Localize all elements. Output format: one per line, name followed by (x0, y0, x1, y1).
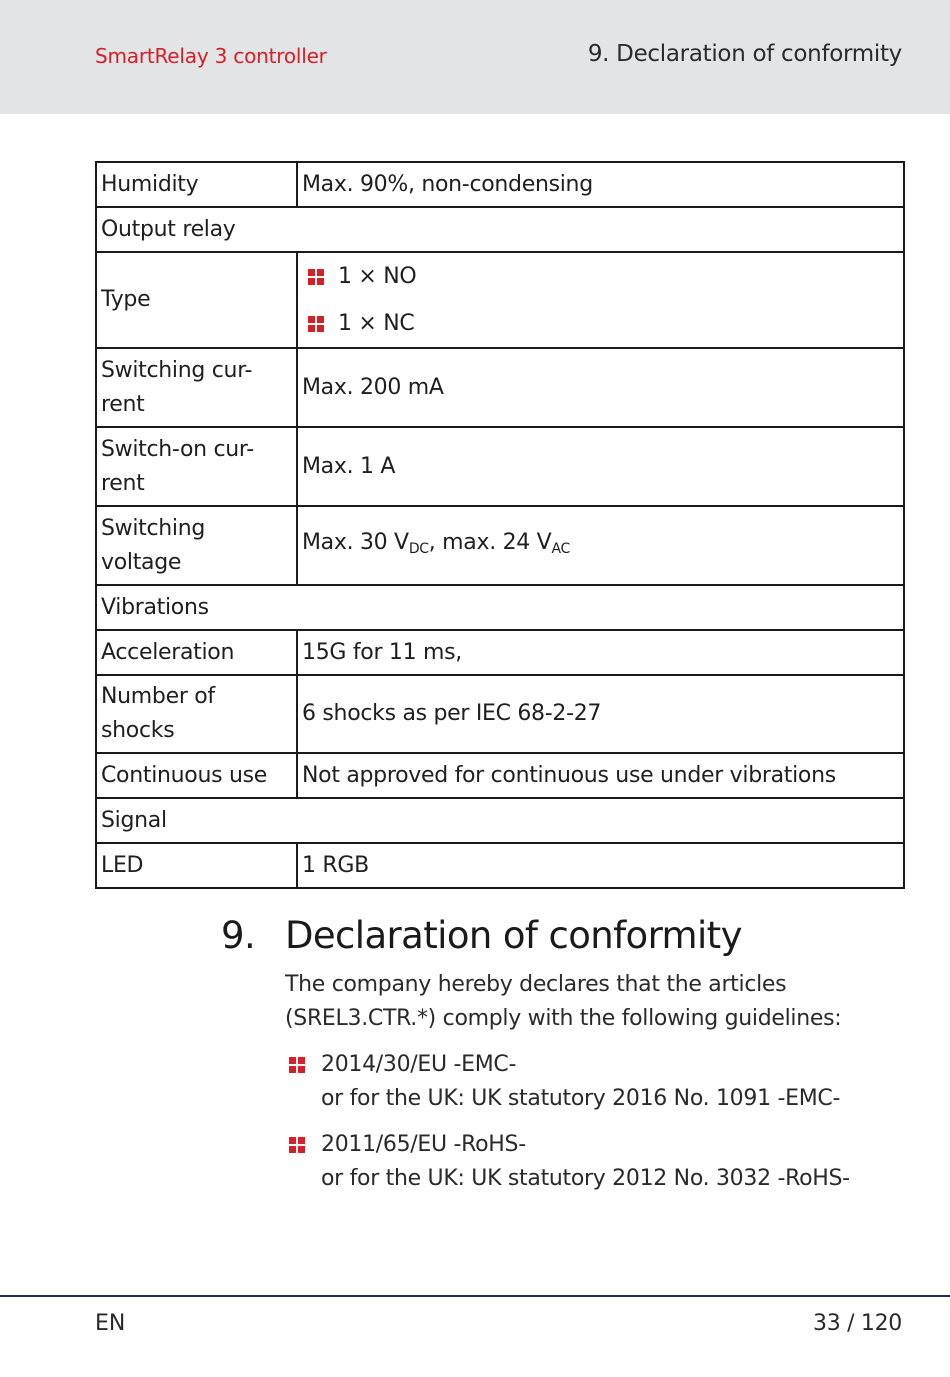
bullet-icon (289, 1137, 305, 1153)
table-row (96, 675, 904, 753)
guideline-line: 2011/65/EU -RoHS- (321, 1132, 526, 1157)
spec-label: Type (96, 252, 297, 348)
label-line: Switch-on cur- (101, 436, 254, 462)
table-row (96, 162, 904, 207)
spec-value: 15G for 11 ms, (297, 630, 904, 675)
list-item (289, 1048, 909, 1116)
spec-label (96, 348, 297, 427)
spec-value: 6 shocks as per IEC 68-2-27 (297, 675, 904, 753)
table-row (96, 753, 904, 798)
type-value: 1 × NO (338, 263, 417, 289)
guideline-text (321, 1128, 850, 1196)
intro-line: The company hereby declares that the articles (285, 972, 787, 997)
voltage-text: Max. 30 V (302, 529, 409, 555)
brand-title: SmartRelay 3 controller (95, 44, 327, 68)
spec-label: Continuous use (96, 753, 297, 798)
list-item (302, 253, 899, 300)
spec-value: Max. 200 mA (297, 348, 904, 427)
bullet-icon (289, 1057, 305, 1073)
label-line: Switching (101, 515, 206, 541)
label-line: rent (101, 470, 145, 496)
voltage-subscript: DC (408, 540, 429, 557)
specifications-table (95, 161, 905, 889)
label-line: Switching cur- (101, 357, 253, 383)
footer-divider (0, 1295, 950, 1297)
list-item (289, 1128, 909, 1196)
table-row (96, 630, 904, 675)
spec-label: LED (96, 843, 297, 888)
label-line: shocks (101, 718, 175, 743)
page-number: 33 / 120 (813, 1311, 902, 1336)
spec-value: Not approved for continuous use under vibrations (297, 753, 904, 798)
type-value: 1 × NC (338, 310, 415, 336)
section-number: 9. (221, 914, 256, 957)
list-item (302, 300, 899, 347)
guideline-line: 2014/30/EU -EMC- (321, 1052, 517, 1077)
intro-line: (SREL3.CTR.*) comply with the following guidelines: (285, 1006, 842, 1031)
voltage-subscript: AC (551, 540, 570, 557)
section-title: Declaration of conformity (285, 914, 742, 957)
spec-value (297, 506, 904, 585)
table-row (96, 348, 904, 427)
label-line: rent (101, 391, 145, 417)
spec-value: Max. 90%, non-condensing (297, 162, 904, 207)
spec-label (96, 506, 297, 585)
page-header (0, 0, 950, 114)
table-row (96, 585, 904, 630)
table-row (96, 427, 904, 506)
table-row (96, 252, 904, 348)
label-line: Number of (101, 684, 215, 709)
table-row (96, 843, 904, 888)
spec-value: 1 RGB (297, 843, 904, 888)
voltage-text: , max. 24 V (428, 529, 552, 555)
table-row (96, 207, 904, 252)
spec-value (297, 252, 904, 348)
guideline-text (321, 1048, 840, 1116)
section-intro (285, 968, 905, 1036)
table-row (96, 798, 904, 843)
guideline-line: or for the UK: UK statutory 2016 No. 1091 -EMC- (321, 1086, 841, 1111)
language-code: EN (95, 1311, 126, 1336)
spec-label (96, 675, 297, 753)
spec-value: Max. 1 A (297, 427, 904, 506)
group-heading: Signal (96, 798, 904, 843)
bullet-icon (308, 269, 324, 285)
spec-label: Acceleration (96, 630, 297, 675)
spec-label: Humidity (96, 162, 297, 207)
spec-label (96, 427, 297, 506)
header-section-reference: 9. Declaration of conformity (587, 41, 902, 67)
table-row (96, 506, 904, 585)
group-heading: Output relay (96, 207, 904, 252)
label-line: voltage (101, 549, 182, 575)
bullet-icon (308, 316, 324, 332)
group-heading: Vibrations (96, 585, 904, 630)
guideline-line: or for the UK: UK statutory 2012 No. 3032 -RoHS- (321, 1166, 850, 1191)
